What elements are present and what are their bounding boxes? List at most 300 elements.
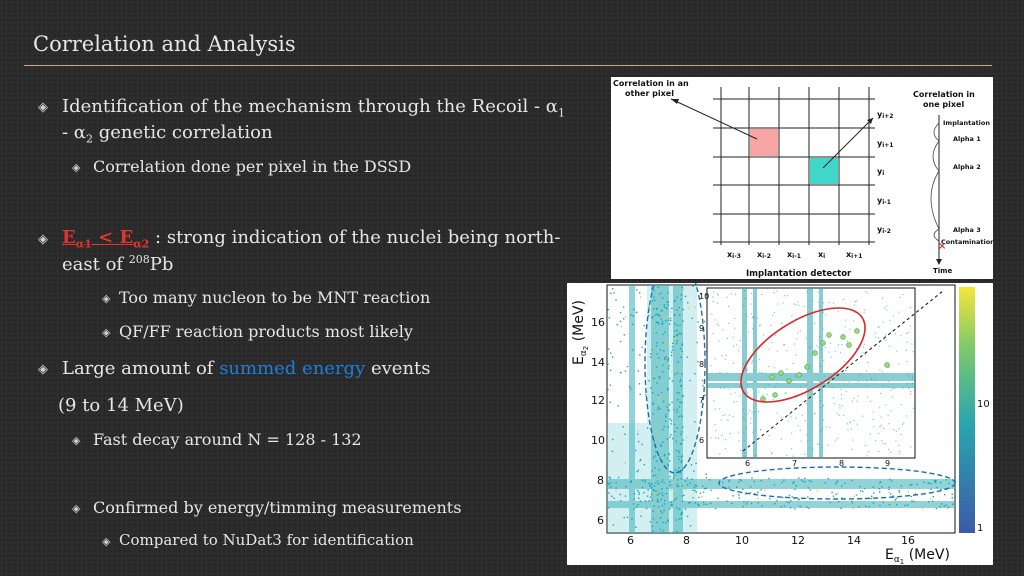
svg-text:yi+1 bbox=[877, 139, 893, 149]
scatter-point bbox=[811, 481, 812, 482]
inset-scatter-point bbox=[849, 381, 850, 382]
inset-scatter-point bbox=[774, 386, 775, 387]
scatter-point bbox=[656, 314, 657, 315]
scatter-point bbox=[652, 500, 653, 501]
scatter-point bbox=[655, 330, 656, 331]
scatter-point bbox=[662, 334, 663, 335]
scatter-point bbox=[661, 323, 662, 324]
scatter-point bbox=[837, 493, 838, 494]
inset-scatter-point bbox=[892, 388, 893, 389]
inset-scatter-point bbox=[795, 304, 796, 305]
inset-scatter-point bbox=[777, 413, 778, 414]
inset-scatter-point bbox=[825, 347, 826, 348]
scatter-point bbox=[620, 500, 621, 501]
inset-scatter-point bbox=[728, 306, 729, 307]
scatter-point bbox=[630, 314, 631, 315]
hot-spot bbox=[841, 335, 846, 340]
scatter-point bbox=[679, 333, 680, 334]
scatter-point bbox=[657, 491, 658, 492]
scatter-point bbox=[675, 311, 676, 312]
scatter-point bbox=[828, 478, 829, 479]
inset-scatter-point bbox=[879, 346, 880, 347]
scatter-point bbox=[671, 308, 672, 309]
scatter-point bbox=[662, 530, 663, 531]
scatter-point bbox=[660, 445, 661, 446]
scatter-point bbox=[697, 321, 698, 322]
scatter-point bbox=[696, 485, 697, 486]
inset-scatter-point bbox=[746, 345, 747, 346]
scatter-point bbox=[613, 292, 614, 293]
hot-spot bbox=[779, 371, 784, 376]
inset-scatter-point bbox=[798, 425, 799, 426]
scatter-point bbox=[701, 496, 702, 497]
scatter-point bbox=[742, 482, 743, 483]
diamond-bullet-icon: ◈ bbox=[38, 232, 48, 247]
inset-scatter-point bbox=[731, 293, 732, 294]
scatter-point bbox=[674, 496, 675, 497]
scatter-point bbox=[946, 479, 947, 480]
scatter-point bbox=[732, 495, 733, 496]
inset-scatter-point bbox=[866, 455, 867, 456]
scatter-point bbox=[627, 366, 628, 367]
scatter-point bbox=[668, 368, 669, 369]
scatter-point bbox=[610, 385, 611, 386]
scatter-point bbox=[671, 532, 672, 533]
scatter-point bbox=[671, 420, 672, 421]
inset-scatter-point bbox=[830, 342, 831, 343]
scatter-point bbox=[667, 399, 668, 400]
time-label: Time bbox=[933, 267, 953, 275]
scatter-point bbox=[662, 297, 663, 298]
inset-scatter-point bbox=[727, 338, 728, 339]
inset-scatter-point bbox=[850, 421, 851, 422]
inset-scatter-point bbox=[858, 395, 859, 396]
inset-scatter-point bbox=[873, 411, 874, 412]
scatter-point bbox=[695, 463, 696, 464]
scatter-point bbox=[649, 500, 650, 501]
inset-scatter-point bbox=[878, 451, 879, 452]
inset-scatter-point bbox=[906, 350, 907, 351]
inset-scatter-point bbox=[888, 381, 889, 382]
scatter-point bbox=[685, 296, 686, 297]
scatter-point bbox=[610, 486, 611, 487]
scatter-point bbox=[825, 482, 826, 483]
scatter-point bbox=[660, 511, 661, 512]
scatter-point bbox=[653, 457, 654, 458]
inset-scatter-point bbox=[750, 423, 751, 424]
inset-scatter-point bbox=[806, 434, 807, 435]
inset-scatter-point bbox=[867, 397, 868, 398]
scatter-point bbox=[652, 316, 653, 317]
scatter-point bbox=[739, 497, 740, 498]
inset-scatter-point bbox=[837, 413, 838, 414]
plot-svg bbox=[567, 283, 993, 565]
scatter-point bbox=[677, 423, 678, 424]
inset-scatter-point bbox=[893, 429, 894, 430]
scatter-point bbox=[640, 516, 641, 517]
scatter-point bbox=[633, 309, 634, 310]
scatter-point bbox=[793, 499, 794, 500]
scatter-point bbox=[798, 478, 799, 479]
inset-scatter-point bbox=[719, 408, 720, 409]
inset-scatter-point bbox=[865, 445, 866, 446]
scatter-point bbox=[928, 483, 929, 484]
inset-scatter-point bbox=[906, 361, 907, 362]
scatter-point bbox=[783, 480, 784, 481]
inset-scatter-point bbox=[824, 376, 825, 377]
scatter-point bbox=[659, 408, 660, 409]
scatter-point bbox=[658, 400, 659, 401]
scatter-point bbox=[636, 312, 637, 313]
inset-scatter-point bbox=[878, 338, 879, 339]
inset-scatter-point bbox=[765, 388, 766, 389]
inset-scatter-point bbox=[906, 415, 907, 416]
scatter-point bbox=[665, 320, 666, 321]
scatter-point bbox=[653, 290, 654, 291]
inset-scatter-point bbox=[796, 338, 797, 339]
inset-scatter-point bbox=[745, 428, 746, 429]
timeline-contamination: Contamination bbox=[941, 238, 993, 246]
scatter-point bbox=[682, 426, 683, 427]
scatter-point bbox=[678, 362, 679, 363]
x-sub: i-3 bbox=[732, 253, 741, 260]
x-tick: 12 bbox=[791, 534, 805, 547]
scatter-point bbox=[653, 297, 654, 298]
scatter-point bbox=[666, 356, 667, 357]
scatter-point bbox=[658, 394, 659, 395]
x-sub: i-1 bbox=[792, 253, 801, 260]
scatter-point bbox=[635, 450, 636, 451]
inset-scatter-point bbox=[749, 410, 750, 411]
scatter-point bbox=[738, 481, 739, 482]
inset-scatter-point bbox=[907, 383, 908, 384]
scatter-point bbox=[658, 294, 659, 295]
scatter-point bbox=[690, 482, 691, 483]
scatter-point bbox=[680, 352, 681, 353]
inset-scatter-point bbox=[722, 329, 723, 330]
inset-scatter-point bbox=[816, 345, 817, 346]
inset-scatter-point bbox=[819, 444, 820, 445]
scatter-point bbox=[705, 474, 706, 475]
scatter-point bbox=[679, 406, 680, 407]
inset-scatter-point bbox=[913, 351, 914, 352]
scatter-point bbox=[706, 477, 707, 478]
scatter-point bbox=[648, 380, 649, 381]
inset-scatter-point bbox=[841, 344, 842, 345]
inset-scatter-point bbox=[847, 430, 848, 431]
scatter-point bbox=[679, 438, 680, 439]
scatter-point bbox=[790, 500, 791, 501]
inset-scatter-point bbox=[710, 365, 711, 366]
inset-scatter-point bbox=[771, 342, 772, 343]
scatter-point bbox=[792, 483, 793, 484]
inset-scatter-point bbox=[806, 385, 807, 386]
scatter-point bbox=[664, 357, 665, 358]
scatter-point bbox=[657, 363, 658, 364]
scatter-point bbox=[687, 357, 688, 358]
scatter-point bbox=[655, 482, 656, 483]
scatter-point bbox=[747, 501, 748, 502]
scatter-point bbox=[644, 481, 645, 482]
scatter-point bbox=[682, 343, 683, 344]
scatter-point bbox=[879, 505, 880, 506]
scatter-point bbox=[652, 305, 653, 306]
scatter-point bbox=[680, 386, 681, 387]
scatter-point bbox=[648, 306, 649, 307]
inset-scatter-point bbox=[726, 297, 727, 298]
scatter-point bbox=[672, 380, 673, 381]
scatter-point bbox=[689, 380, 690, 381]
scatter-point bbox=[676, 450, 677, 451]
inset-scatter-point bbox=[820, 400, 821, 401]
scatter-point bbox=[680, 514, 681, 515]
scatter-point bbox=[679, 381, 680, 382]
scatter-point bbox=[888, 489, 889, 490]
inset-scatter-point bbox=[880, 393, 881, 394]
scatter-point bbox=[889, 492, 890, 493]
scatter-point bbox=[612, 451, 613, 452]
inset-scatter-point bbox=[845, 326, 846, 327]
inset-scatter-point bbox=[894, 388, 895, 389]
inset-scatter-point bbox=[898, 312, 899, 313]
scatter-point bbox=[607, 389, 608, 390]
scatter-point bbox=[650, 387, 651, 388]
scatter-point bbox=[851, 480, 852, 481]
x-tick: 14 bbox=[847, 534, 861, 547]
scatter-point bbox=[612, 288, 613, 289]
inset-scatter-point bbox=[771, 453, 772, 454]
scatter-point bbox=[810, 489, 811, 490]
scatter-point bbox=[729, 480, 730, 481]
inset-y-tick: 6 bbox=[699, 436, 705, 445]
scatter-point bbox=[679, 408, 680, 409]
timeline-implantation: Implantation 1 bbox=[943, 119, 993, 127]
scatter-point bbox=[637, 430, 638, 431]
scatter-point bbox=[637, 433, 638, 434]
x-label: x bbox=[727, 250, 733, 259]
scatter-point bbox=[656, 308, 657, 309]
scatter-point bbox=[676, 507, 677, 508]
y-label: y bbox=[877, 225, 883, 234]
scatter-point bbox=[658, 506, 659, 507]
scatter-point bbox=[656, 342, 657, 343]
scatter-point bbox=[657, 322, 658, 323]
scatter-point bbox=[670, 490, 671, 491]
inset-scatter-point bbox=[738, 432, 739, 433]
inset-scatter-point bbox=[863, 347, 864, 348]
scatter-point bbox=[664, 500, 665, 501]
inset-scatter-point bbox=[912, 378, 913, 379]
inset-scatter-point bbox=[752, 388, 753, 389]
inset-scatter-point bbox=[783, 344, 784, 345]
scatter-point bbox=[804, 481, 805, 482]
scatter-point bbox=[680, 348, 681, 349]
scatter-point bbox=[633, 508, 634, 509]
inset-scatter-point bbox=[846, 391, 847, 392]
inset-scatter-point bbox=[718, 341, 719, 342]
inset-scatter-point bbox=[710, 437, 711, 438]
inset-x-tick: 9 bbox=[885, 459, 891, 468]
scatter-point bbox=[681, 478, 682, 479]
scatter-point bbox=[896, 498, 897, 499]
inset-scatter-point bbox=[883, 428, 884, 429]
scatter-point bbox=[613, 498, 614, 499]
scatter-point bbox=[682, 439, 683, 440]
scatter-point bbox=[657, 494, 658, 495]
scatter-point bbox=[656, 460, 657, 461]
inset-scatter-point bbox=[721, 419, 722, 420]
inset-scatter-point bbox=[758, 411, 759, 412]
inset-scatter-point bbox=[881, 440, 882, 441]
scatter-point bbox=[681, 431, 682, 432]
inset-scatter-point bbox=[740, 450, 741, 451]
inset-scatter-point bbox=[825, 426, 826, 427]
scatter-point bbox=[659, 469, 660, 470]
colorbar-tick: 1 bbox=[977, 523, 984, 534]
inset-scatter-point bbox=[896, 431, 897, 432]
scatter-point bbox=[879, 491, 880, 492]
scatter-point bbox=[658, 357, 659, 358]
scatter-point bbox=[656, 332, 657, 333]
inset-scatter-point bbox=[900, 335, 901, 336]
scatter-point bbox=[688, 502, 689, 503]
inset-scatter-point bbox=[739, 395, 740, 396]
x-label: x bbox=[757, 250, 763, 259]
scatter-point bbox=[754, 481, 755, 482]
inset-scatter-point bbox=[745, 314, 746, 315]
bullet-energy-relation-line2: east of $^{208}$Pb bbox=[62, 253, 174, 275]
scatter-point bbox=[658, 501, 659, 502]
scatter-point bbox=[653, 490, 654, 491]
scatter-point bbox=[673, 482, 674, 483]
inset-scatter-point bbox=[908, 388, 909, 389]
scatter-point bbox=[674, 374, 675, 375]
inset-scatter-point bbox=[829, 427, 830, 428]
scatter-point bbox=[679, 306, 680, 307]
inset-scatter-point bbox=[862, 416, 863, 417]
scatter-point bbox=[673, 477, 674, 478]
inset-scatter-point bbox=[734, 318, 735, 319]
slide-title: Correlation and Analysis bbox=[33, 32, 296, 56]
scatter-point bbox=[668, 409, 669, 410]
inset-scatter-point bbox=[866, 380, 867, 381]
inset-scatter-point bbox=[822, 328, 823, 329]
scatter-point bbox=[817, 490, 818, 491]
scatter-point bbox=[636, 506, 637, 507]
inset-scatter-point bbox=[715, 437, 716, 438]
inset-scatter-point bbox=[845, 370, 846, 371]
inset-scatter-point bbox=[730, 394, 731, 395]
inset-scatter-point bbox=[761, 347, 762, 348]
inset-scatter-point bbox=[845, 320, 846, 321]
scatter-point bbox=[681, 461, 682, 462]
inset-scatter-point bbox=[805, 420, 806, 421]
scatter-point bbox=[657, 409, 658, 410]
inset-scatter-point bbox=[717, 303, 718, 304]
x-sub: i bbox=[823, 253, 826, 260]
inset-scatter-point bbox=[744, 419, 745, 420]
scatter-point bbox=[674, 338, 675, 339]
label-other-pixel-1: Correlation in an bbox=[613, 79, 689, 88]
inset-scatter-point bbox=[770, 325, 771, 326]
scatter-point bbox=[895, 499, 896, 500]
inset-scatter-point bbox=[818, 302, 819, 303]
inset-scatter-point bbox=[853, 320, 854, 321]
inset-scatter-point bbox=[865, 291, 866, 292]
scatter-point bbox=[952, 497, 953, 498]
inset-scatter-point bbox=[743, 363, 744, 364]
inset-scatter-point bbox=[895, 333, 896, 334]
scatter-point bbox=[663, 482, 664, 483]
scatter-point bbox=[722, 482, 723, 483]
inset-scatter-point bbox=[777, 304, 778, 305]
scatter-point bbox=[654, 299, 655, 300]
scatter-point bbox=[853, 496, 854, 497]
inset-scatter-point bbox=[839, 404, 840, 405]
scatter-point bbox=[831, 492, 832, 493]
inset-scatter-point bbox=[818, 292, 819, 293]
inset-scatter-point bbox=[751, 313, 752, 314]
scatter-point bbox=[682, 321, 683, 322]
inset-scatter-point bbox=[781, 439, 782, 440]
inset-scatter-point bbox=[843, 299, 844, 300]
diamond-bullet-icon: ◈ bbox=[72, 161, 81, 174]
scatter-point bbox=[609, 477, 610, 478]
inset-scatter-point bbox=[890, 451, 891, 452]
inset-scatter-point bbox=[913, 408, 914, 409]
inset-scatter-point bbox=[762, 395, 763, 396]
inset-scatter-point bbox=[814, 323, 815, 324]
inset-scatter-point bbox=[828, 351, 829, 352]
scatter-point bbox=[670, 476, 671, 477]
inset-scatter-point bbox=[724, 388, 725, 389]
scatter-point bbox=[608, 507, 609, 508]
scatter-point bbox=[615, 487, 616, 488]
scatter-point bbox=[674, 424, 675, 425]
inset-scatter-point bbox=[817, 443, 818, 444]
scatter-point bbox=[679, 307, 680, 308]
scatter-point bbox=[676, 334, 677, 335]
x-sub: i+1 bbox=[851, 253, 863, 260]
scatter-point bbox=[627, 517, 628, 518]
inset-scatter-point bbox=[890, 390, 891, 391]
inset-scatter-point bbox=[833, 398, 834, 399]
inset-scatter-point bbox=[801, 441, 802, 442]
inset-scatter-point bbox=[819, 396, 820, 397]
scatter-point bbox=[657, 294, 658, 295]
scatter-point bbox=[639, 292, 640, 293]
inset-scatter-point bbox=[804, 454, 805, 455]
inset-scatter-point bbox=[734, 392, 735, 393]
scatter-point bbox=[860, 490, 861, 491]
inset-scatter-point bbox=[750, 418, 751, 419]
inset-scatter-point bbox=[820, 365, 821, 366]
svg-text:xi+1 bbox=[846, 250, 862, 260]
inset-scatter-point bbox=[857, 424, 858, 425]
scatter-point bbox=[673, 409, 674, 410]
scatter-point bbox=[941, 503, 942, 504]
inset-scatter-point bbox=[727, 420, 728, 421]
scatter-point bbox=[647, 489, 648, 490]
inset-scatter-point bbox=[843, 373, 844, 374]
scatter-point bbox=[662, 321, 663, 322]
scatter-point bbox=[674, 301, 675, 302]
inset-scatter-point bbox=[754, 370, 755, 371]
scatter-point bbox=[639, 383, 640, 384]
scatter-point bbox=[865, 506, 866, 507]
scatter-point bbox=[883, 502, 884, 503]
scatter-point bbox=[703, 502, 704, 503]
